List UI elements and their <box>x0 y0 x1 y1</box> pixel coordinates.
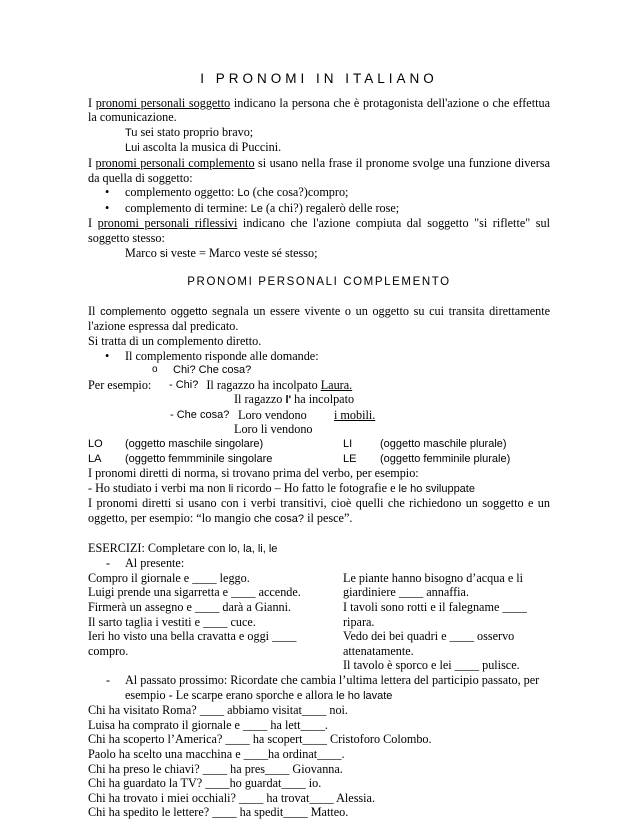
esercizi-passato-label: - Al passato prossimo: Ricordate che cambia l’ultima lettera del participio passato, per esempio - Le scarpe erano sporche e allora le ho lavate <box>88 673 550 703</box>
example-row-chi: Per esempio: - Chi? Il ragazzo ha incolpato Laura. <box>88 377 353 392</box>
intro-paragraph-soggetto: I pronomi personali soggetto indicano la persona che è protagonista dell'azione o che effettua la comunicazione. <box>88 95 550 125</box>
example-row-checosa: - Che cosa? Loro vendono i mobili. <box>170 407 376 422</box>
term-riflessivi: pronomi personali riflessivi <box>97 216 238 231</box>
exercise-line: Ieri ho visto una bella cravatta e oggi ____ <box>88 629 297 644</box>
pronoun-table-row: LA (oggetto femmminile singolare LE (oggetto femminile plurale) <box>88 452 511 465</box>
exercise-line: Il sarto taglia i vestiti e ____ cuce. <box>88 614 256 629</box>
exercise-line: Chi ha preso le chiavi? ____ ha pres____ Giovanna. <box>88 761 343 776</box>
exercise-line: Le piante hanno bisogno d’acqua e li <box>343 570 524 585</box>
term-soggetto: pronomi personali soggetto <box>95 95 231 110</box>
list-item: • complemento oggetto: Lo (che cosa?)compro; <box>88 185 550 201</box>
exercise-line: Chi ha spedito le lettere? ____ ha spedit____ Matteo. <box>88 805 349 820</box>
exercise-line: Vedo dei bei quadri e ____ osservo <box>343 629 515 644</box>
exercise-line: Luigi prende una sigarretta e ____ accende. <box>88 585 301 600</box>
domande-list <box>88 349 550 378</box>
exercise-line: Compro il giornale e ____ leggo. <box>88 570 250 585</box>
exercise-line: Paolo ha scelto una macchina e ____ha ordinat____. <box>88 746 345 761</box>
exercise-line: giardiniere ____ annaffia. <box>343 585 469 600</box>
complemento-list <box>88 185 550 216</box>
example-lui: Lui ascolta la musica di Puccini. <box>125 140 282 155</box>
section-line-diretto: Si tratta di un complemento diretto. <box>88 333 262 348</box>
esercizi-presente-grid <box>88 571 550 673</box>
list-item: • Il complemento risponde alle domande: <box>88 349 550 364</box>
exercise-line: Il tavolo è sporco e lei ____ pulisce. <box>343 658 520 673</box>
exercise-line: I tavoli sono rotti e il falegname ____ ripara. <box>343 600 527 629</box>
document-page <box>88 72 550 820</box>
term-complemento: pronomi personali complemento <box>95 155 255 170</box>
pronoun-table-row: LO (oggetto maschile singolare) LI (oggetto maschile plurale) <box>88 438 507 451</box>
esercizi-left-column <box>88 571 343 673</box>
intro-paragraph-riflessivi: I pronomi personali riflessivi indicano che l'azione compiuta dal soggetto "si riflette" sul soggetto stesso: <box>88 216 550 245</box>
section-paragraph-oggetto: Il complemento oggetto segnala un essere vivente o un oggetto su cui transita direttamente l'azione espressa dal predicato. <box>88 303 550 334</box>
list-item: • complemento di termine: Le (a chi?) regalerò delle rose; <box>88 201 550 217</box>
section-line-norma: I pronomi diretti di norma, si trovano prima del verbo, per esempio: <box>88 466 419 481</box>
example-tu: Tu sei stato proprio bravo; <box>125 124 254 139</box>
section-line-verbi: - Ho studiato i verbi ma non li ricordo – Ho fatto le fotografie e le ho sviluppate <box>88 480 475 495</box>
esercizi-heading: ESERCIZI: Completare con lo, la, li, le <box>88 540 278 555</box>
sub-list-item: o Chi? Che cosa? <box>88 363 550 378</box>
exercise-line: attenatamente. <box>343 643 414 658</box>
exercise-line: Chi ha guardato la TV? ____ho guardat____ io. <box>88 776 322 791</box>
exercise-line: Chi ha scoperto l’America? ____ ha scopert____ Cristoforo Colombo. <box>88 732 432 747</box>
example-si: Marco si veste = Marco veste sé stesso; <box>125 245 318 260</box>
esercizi-presente-label: - Al presente: <box>88 556 550 571</box>
exercise-line: Chi ha visitato Roma? ____ abbiamo visitat____ noi. <box>88 703 348 718</box>
example-row-incolpato: Il ragazzo l' ha incolpato <box>234 392 355 407</box>
exercise-line: Firmerà un assegno e ____ darà a Gianni. <box>88 600 292 614</box>
exercise-line: Chi ha trovato i miei occhiali? ____ ha trovat____ Alessia. <box>88 790 376 805</box>
section-title: PRONOMI PERSONALI COMPLEMENTO <box>187 276 451 289</box>
section-paragraph-transitivi: I pronomi diretti si usano con i verbi transitivi, cioè quelli che richiedono un soggetto e un oggetto, per esempio: “lo mangio che cosa? il pesce”. <box>88 496 550 526</box>
esercizi-right-column <box>343 571 550 673</box>
page-title: I PRONOMI IN ITALIANO <box>200 71 438 86</box>
exercise-line: compro. <box>88 643 129 658</box>
example-row-vendono: Loro li vendono <box>234 422 313 437</box>
exercise-line: Luisa ha comprato il giornale e ____ ha lett____. <box>88 717 328 732</box>
intro-paragraph-complemento: I pronomi personali complemento si usano nella frase il pronome svolge una funzione diversa da quella di soggetto: <box>88 155 551 185</box>
